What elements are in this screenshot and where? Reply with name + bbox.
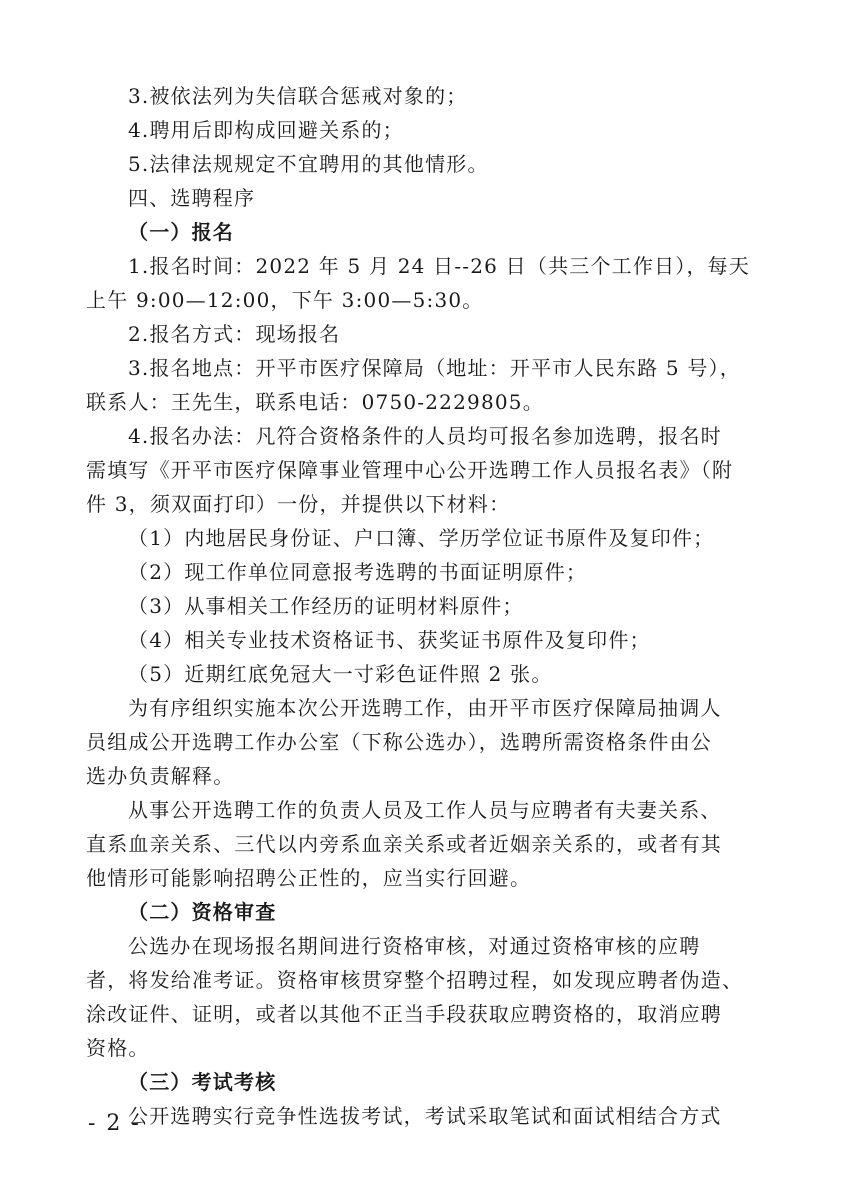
paragraph-line: 公开选聘实行竞争性选拔考试，考试采取笔试和面试相结合方式 bbox=[128, 1104, 722, 1128]
paragraph-line: 资格。 bbox=[86, 1036, 150, 1060]
paragraph-line: 3.报名地点：开平市医疗保障局（地址：开平市人民东路 5 号）， bbox=[128, 356, 741, 380]
subsection-heading: （一）报名 bbox=[128, 220, 234, 244]
section-heading: 四、选聘程序 bbox=[128, 186, 256, 210]
paragraph-line: 2.报名方式：现场报名 bbox=[128, 322, 341, 346]
paragraph-line: 4.报名办法：凡符合资格条件的人员均可报名参加选聘，报名时 bbox=[128, 424, 722, 448]
paragraph-line: 上午 9:00—12:00，下午 3:00—5:30。 bbox=[86, 288, 484, 312]
paragraph-line: 直系血亲关系、三代以内旁系血亲关系或者近姻亲关系的，或者有其 bbox=[86, 832, 722, 856]
list-item: （5）近期红底免冠大一寸彩色证件照 2 张。 bbox=[128, 662, 553, 686]
paragraph-line: 者，将发给准考证。资格审核贯穿整个招聘过程，如发现应聘者伪造、 bbox=[86, 968, 744, 992]
list-item: （1）内地居民身份证、户口簿、学历学位证书原件及复印件； bbox=[128, 526, 715, 550]
paragraph-line: 选办负责解释。 bbox=[86, 764, 235, 788]
paragraph-line: 为有序组织实施本次公开选聘工作，由开平市医疗保障局抽调人 bbox=[128, 696, 722, 720]
subsection-heading: （三）考试考核 bbox=[128, 1070, 277, 1094]
list-item: （3）从事相关工作经历的证明材料原件； bbox=[128, 594, 524, 618]
paragraph-line: 从事公开选聘工作的负责人员及工作人员与应聘者有夫妻关系、 bbox=[128, 798, 722, 822]
list-item: 4.聘用后即构成回避关系的； bbox=[128, 118, 404, 142]
paragraph-line: 员组成公开选聘工作办公室（下称公选办），选聘所需资格条件由公 bbox=[86, 730, 712, 754]
paragraph-line: 联系人：王先生，联系电话：0750-2229805。 bbox=[86, 390, 544, 414]
page-number: - 2 - bbox=[88, 1111, 141, 1136]
list-item: 3.被依法列为失信联合惩戒对象的； bbox=[128, 84, 468, 108]
paragraph-line: 涂改证件、证明，或者以其他不正当手段获取应聘资格的，取消应聘 bbox=[86, 1002, 722, 1026]
paragraph-line: 件 3，须双面打印）一份，并提供以下材料： bbox=[86, 492, 511, 516]
subsection-heading: （二）资格审查 bbox=[128, 900, 277, 924]
list-item: （2）现工作单位同意报考选聘的书面证明原件； bbox=[128, 560, 588, 584]
paragraph-line: 他情形可能影响招聘公正性的，应当实行回避。 bbox=[86, 866, 532, 890]
list-item: 5.法律法规规定不宜聘用的其他情形。 bbox=[128, 152, 489, 176]
paragraph-line: 1.报名时间：2022 年 5 月 24 日--26 日（共三个工作日），每天 bbox=[128, 254, 751, 278]
paragraph-line: 公选办在现场报名期间进行资格审核，对通过资格审核的应聘 bbox=[128, 934, 701, 958]
paragraph-line: 需填写《开平市医疗保障事业管理中心公开选聘工作人员报名表》（附 bbox=[86, 458, 734, 482]
list-item: （4）相关专业技术资格证书、获奖证书原件及复印件； bbox=[128, 628, 651, 652]
